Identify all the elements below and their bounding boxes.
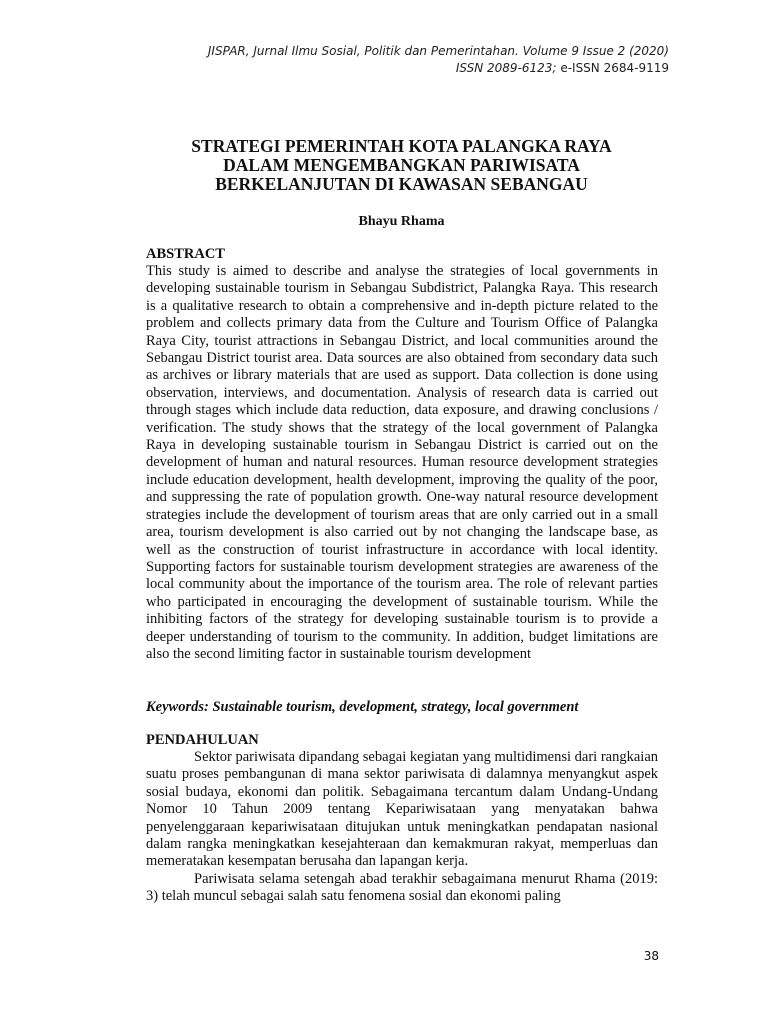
paper-title	[145, 137, 658, 194]
intro-body	[146, 749, 658, 906]
page-number: 38	[643, 949, 659, 963]
intro-paragraph-2: Pariwisata selama setengah abad terakhir sebagaimana menurut Rhama (2019: 3) telah muncul sebagai salah satu fenomena sosial dan ekonomi paling	[146, 870, 658, 905]
keywords: Keywords: Sustainable tourism, development, strategy, local government	[146, 699, 579, 715]
intro-heading: PENDAHULUAN	[146, 732, 259, 748]
abstract-heading: ABSTRACT	[146, 246, 225, 262]
intro-paragraph-1: Sektor pariwisata dipandang sebagai kegiatan yang multidimensi dari rangkaian suatu proses pembangunan di mana sektor pariwisata di dalamnya menyangkut aspek sosial budaya, ekonomi dan politik. Sebagaimana tercantum dalam Undang-Undang Nomor 10 Tahun 2009 tentang Kepariwisataan yang menyatakan bahwa penyelenggaraan kepariwisataan ditujukan untuk meningkatkan pendapatan nasional dalam rangka meningkatkan kesejahteraan dan kemakmuran rakyat, memperluas dan memeratakan kesempatan berusaha dan lapangan kerja.	[146, 749, 658, 870]
abstract-body	[146, 263, 658, 663]
journal-header	[208, 43, 669, 77]
eissn: e-ISSN 2684-9119	[560, 61, 669, 75]
issn: ISSN 2089-6123;	[455, 61, 557, 75]
abstract-paragraph: This study is aimed to describe and analyse the strategies of local governments in developing sustainable tourism in Sebangau Subdistrict, Palangka Raya. This research is a qualitative research to obtain a comprehensive and in-depth picture related to the problem and collects primary data from the Culture and Tourism Office of Palangka Raya City, tourist attractions in Sebangau District, and local communities around the Sebangau District tourist area. Data sources are also obtained from secondary data such as archives or library materials that are used as support. Data collection is done using observation, interviews, and documentation. Analysis of research data is carried out through stages which include data reduction, data exposure, and drawing conclusions / verification. The study shows that the strategy of the local government of Palangka Raya in developing sustainable tourism in Sebangau District is carried out on the development of human and natural resources. Human resource development strategies include education development, health development, improving the quality of the poor, and suppressing the rate of population growth. One-way natural resource development strategies include the development of tourism areas that are only carried out in a small area, tourism development is also carried out by not changing the landscape base, as well as the construction of tourist infrastructure in accordance with local identity. Supporting factors for sustainable tourism development strategies are awareness of the local community about the importance of the tourism area. The role of relevant parties who participated in encouraging the development of sustainable tourism. While the inhibiting factors of the strategy for developing sustainable tourism is to provide a deeper understanding of tourism to the community. In addition, budget limitations are also the second limiting factor in sustainable tourism development	[146, 263, 658, 662]
title-line-3: BERKELANJUTAN DI KAWASAN SEBANGAU	[215, 174, 588, 194]
journal-line: JISPAR, Jurnal Ilmu Sosial, Politik dan Pemerintahan. Volume 9 Issue 2 (2020)	[207, 44, 669, 58]
issn-line	[208, 60, 669, 77]
title-line-2: DALAM MENGEMBANGKAN PARIWISATA	[223, 155, 580, 175]
title-line-1: STRATEGI PEMERINTAH KOTA PALANGKA RAYA	[191, 136, 612, 156]
author-name: Bhayu Rhama	[358, 214, 445, 229]
